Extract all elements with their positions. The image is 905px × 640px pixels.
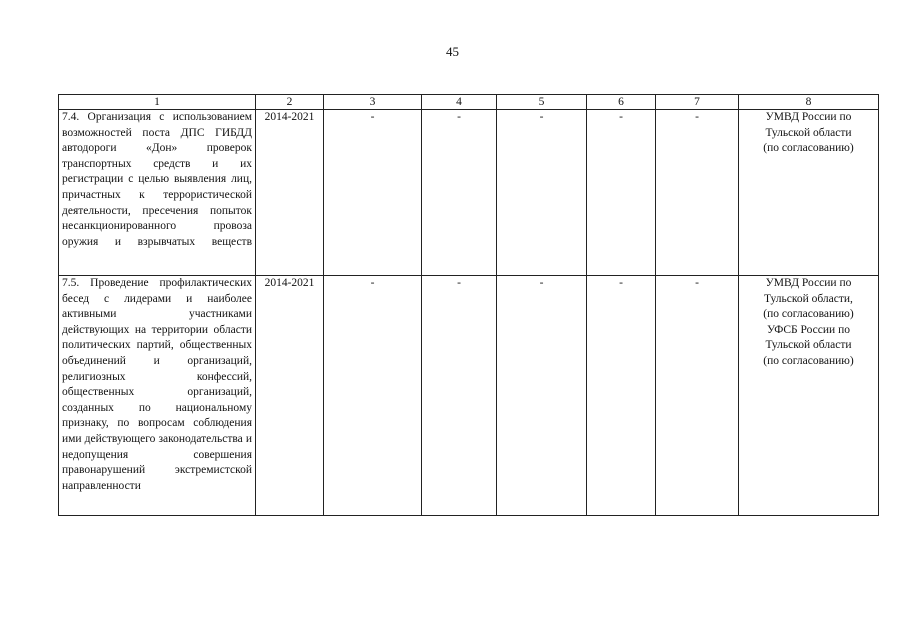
measure-years: 2014-2021 (256, 276, 324, 516)
executor-line: (по согласованию) (763, 308, 854, 321)
executor-line: (по согласованию) (763, 142, 854, 155)
header-col-4: 4 (422, 95, 497, 110)
executor-line: Тульской области, (764, 292, 853, 305)
header-col-1: 1 (59, 95, 256, 110)
cell-col-7: - (656, 110, 739, 276)
executor-line: Тульской области (765, 126, 852, 139)
table-header-row (59, 95, 879, 110)
header-col-7: 7 (656, 95, 739, 110)
measure-description (59, 110, 256, 276)
measure-description-text: 7.5. Проведение профилактических бесед с лидерами и наиболее активными участниками действующих на территории области политических партий, общественных объединений и организаций, религиозных конфессий, общественных организаций, созданных по национальному признаку, по вопросам соблюдения ими действующего законодательства и недопущения совершения правонарушений экстремистской направленности (62, 277, 252, 492)
header-col-8: 8 (739, 95, 879, 110)
cell-col-5: - (497, 110, 587, 276)
cell-col-6: - (587, 276, 656, 516)
cell-col-4: - (422, 110, 497, 276)
table-row (59, 276, 879, 516)
header-col-3: 3 (324, 95, 422, 110)
measure-years: 2014-2021 (256, 110, 324, 276)
cell-col-3: - (324, 276, 422, 516)
measure-description (59, 276, 256, 516)
executor-line: УМВД России по (765, 277, 852, 289)
executor-line: УМВД России по (765, 111, 852, 123)
cell-col-7: - (656, 276, 739, 516)
cell-col-5: - (497, 276, 587, 516)
table-row (59, 110, 879, 276)
cell-col-4: - (422, 276, 497, 516)
measure-executor (739, 276, 879, 516)
cell-col-6: - (587, 110, 656, 276)
measure-executor (739, 110, 879, 276)
measure-description-text: 7.4. Организация с использованием возможностей поста ДПС ГИБДД автодороги «Дон» проверок транспортных средств и их регистрации с целью выявления лиц, причастных к террористической деятельности, пресечения попыток несанкционированного провоза оружия и взрывчатых веществ (62, 111, 252, 248)
page-number: 45 (446, 44, 459, 59)
header-col-2: 2 (256, 95, 324, 110)
executor-line: Тульской области (765, 339, 852, 352)
executor-line: УФСБ России по (767, 323, 850, 336)
executor-line: (по согласованию) (763, 354, 854, 367)
header-col-6: 6 (587, 95, 656, 110)
cell-col-3: - (324, 110, 422, 276)
header-col-5: 5 (497, 95, 587, 110)
measures-table (58, 94, 879, 516)
